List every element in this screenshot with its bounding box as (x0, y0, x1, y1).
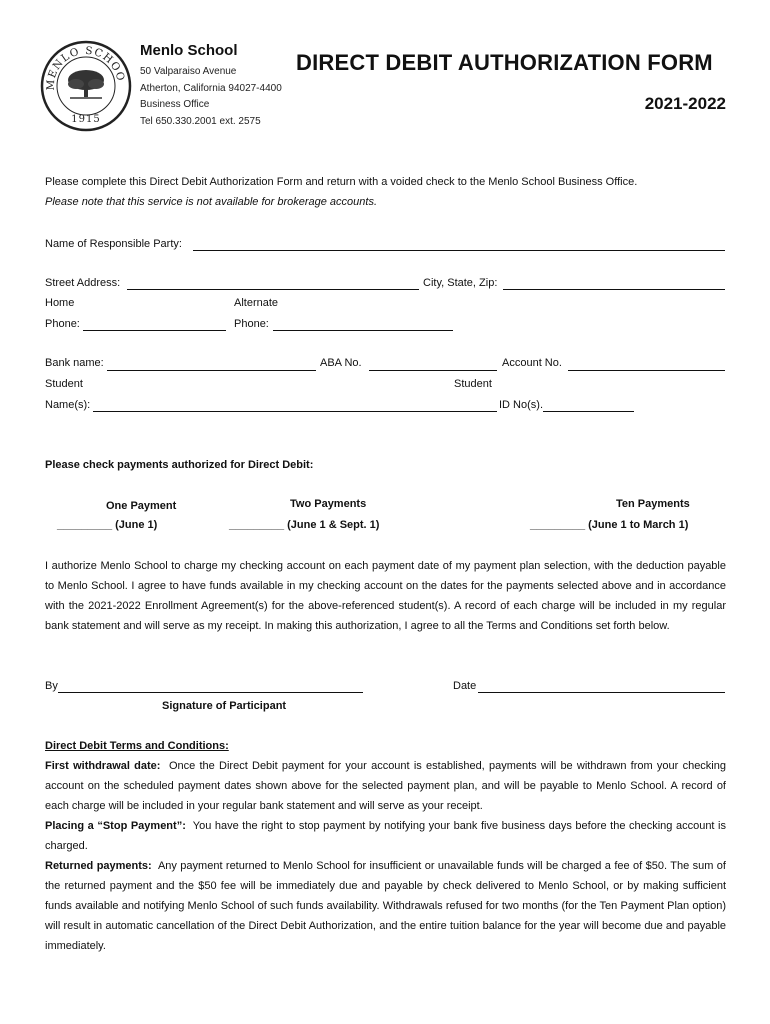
intro-instruction: Please complete this Direct Debit Authorization Form and return with a voided check to the Menlo School Business Office. (45, 176, 638, 188)
by-label: By (45, 680, 58, 692)
term-returned-payments (45, 856, 726, 956)
tree-icon (68, 70, 104, 98)
street-address-field[interactable] (127, 289, 419, 290)
bank-name-field[interactable] (107, 370, 316, 371)
term-text: You have the right to stop payment by notifying your bank five business days before the checking account is charged. (45, 820, 726, 852)
two-payments-blank: _________ (229, 519, 285, 531)
city-state-zip-label: City, State, Zip: (423, 277, 498, 289)
student-id-label: Student (454, 378, 492, 390)
street-address-label: Street Address: (45, 277, 121, 289)
account-no-field[interactable] (568, 370, 725, 371)
student-id-nos-field[interactable] (543, 411, 634, 412)
one-payment-blank: _________ (57, 519, 113, 531)
terms-body (45, 756, 726, 956)
term-stop-payment (45, 816, 726, 856)
two-payments-checkbox[interactable] (229, 519, 379, 531)
student-label: Student (45, 378, 83, 390)
two-payments-title: Two Payments (290, 498, 367, 510)
form-year: 2021-2022 (644, 94, 726, 113)
one-payment-dates: (June 1) (115, 519, 158, 531)
intro-note: Please note that this service is not available for brokerage accounts. (45, 196, 378, 208)
one-payment-title: One Payment (106, 500, 177, 512)
home-phone-field[interactable] (83, 330, 226, 331)
seal-year: 1915 (71, 114, 101, 125)
authorization-text: I authorize Menlo School to charge my checking account on each payment date of my payment plan selection, with the deduction payable to Menlo School. I agree to have funds available in my checking account on the dates for the payments selected above and in accordance with the 2021-2022 Enrollment Agreement(s) for the above-referenced student(s). A record of each charge will be included in my regular bank statement and will serve as my receipt. In making this authorization, I agree to all the Terms and Conditions set forth below. (45, 560, 726, 632)
ten-payments-dates: (June 1 to March 1) (588, 519, 689, 531)
aba-no-label: ABA No. (320, 357, 362, 369)
address-line-2: Atherton, California 94027-4400 (140, 83, 282, 94)
one-payment-checkbox[interactable] (57, 519, 157, 531)
account-no-label: Account No. (502, 357, 562, 369)
date-label: Date (453, 680, 477, 692)
term-label: Returned payments: (45, 860, 152, 872)
bank-name-label: Bank name: (45, 357, 104, 369)
payments-heading: Please check payments authorized for Direct Debit: (45, 459, 314, 471)
seal-graphic (40, 40, 132, 132)
home-phone-label: Phone: (45, 318, 80, 330)
address-line-3: Business Office (140, 99, 210, 110)
alternate-phone-label: Phone: (234, 318, 269, 330)
term-text: Any payment returned to Menlo School for insufficient or unavailable funds will be charged a fee of $50. The sum of the returned payment and the $50 fee will be immediately due and payable by check delivered to Menlo School, or by making sufficient funds available and notifying Menlo School of such funds availability. Withdrawals refused for two months (for the Ten Payment Plan option) will result in automatic cancellation of the Direct Debit Authorization, and the entire tuition balance for the year will become due and payable immediately. (45, 860, 726, 952)
form-title: DIRECT DEBIT AUTHORIZATION FORM (296, 50, 713, 75)
signature-caption: Signature of Participant (162, 700, 287, 712)
seal-top-text: MENLO SCHOO (44, 44, 127, 91)
address-line-1: 50 Valparaiso Avenue (140, 66, 237, 77)
ten-payments-title: Ten Payments (616, 498, 690, 510)
student-id-nos-label: ID No(s). (499, 399, 543, 411)
term-label: Placing a “Stop Payment”: (45, 820, 186, 832)
home-label: Home (45, 297, 75, 309)
ten-payments-blank: _________ (530, 519, 586, 531)
student-names-label: Name(s): (45, 399, 91, 411)
phone-line: Tel 650.330.2001 ext. 2575 (140, 116, 261, 127)
date-field[interactable] (478, 692, 725, 693)
two-payments-dates: (June 1 & Sept. 1) (287, 519, 380, 531)
school-seal (40, 40, 132, 132)
terms-heading: Direct Debit Terms and Conditions: (45, 740, 229, 752)
ten-payments-checkbox[interactable] (530, 519, 688, 531)
aba-no-field[interactable] (369, 370, 497, 371)
term-text: Once the Direct Debit payment for your account is established, payments will be withdrawn from your checking account on the scheduled payment dates shown above for the selected payment plan, and will be payable to Menlo School. A record of each charge will be included in your regular bank statement and will serve as your receipt. (45, 760, 726, 812)
school-name: Menlo School (140, 42, 238, 59)
responsible-party-label: Name of Responsible Party: (45, 238, 182, 250)
alternate-label: Alternate (234, 297, 279, 309)
term-label: First withdrawal date: (45, 760, 161, 772)
alternate-phone-field[interactable] (273, 330, 453, 331)
signature-field[interactable] (58, 692, 363, 693)
student-names-field[interactable] (93, 411, 497, 412)
term-first-withdrawal (45, 756, 726, 816)
responsible-party-field[interactable] (193, 250, 725, 251)
city-state-zip-field[interactable] (503, 289, 725, 290)
